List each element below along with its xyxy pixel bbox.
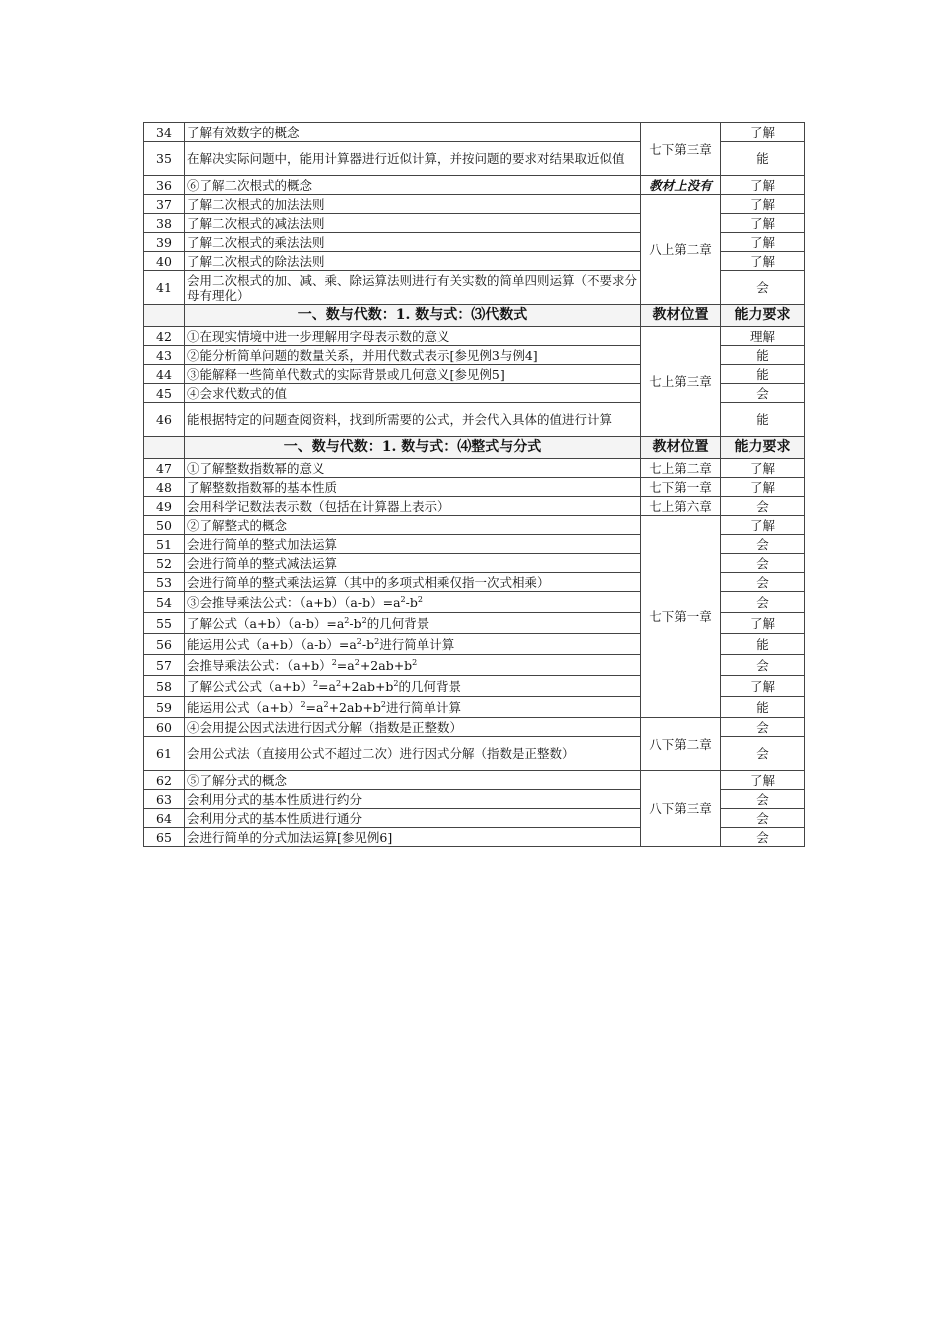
requirement-text: 了解二次根式的减法法则: [185, 214, 641, 233]
ability-level: 会: [721, 790, 805, 809]
ability-level: 了解: [721, 459, 805, 478]
requirement-text: 会进行简单的整式加法运算: [185, 535, 641, 554]
textbook-chapter: 八下第二章: [641, 718, 721, 771]
section-title: 一、数与代数：1. 数与式：⑷整式与分式: [185, 437, 641, 459]
ability-level: 能: [721, 346, 805, 365]
requirement-text: 会推导乘法公式：$(a+b)^2=a^2+2ab+b^2$: [185, 655, 641, 676]
requirement-text: 了解二次根式的加法法则: [185, 195, 641, 214]
requirement-text: 会进行简单的整式减法运算: [185, 554, 641, 573]
row-number: 58: [144, 676, 185, 697]
ability-level: 会: [721, 497, 805, 516]
requirement-text: ④会求代数式的值: [185, 384, 641, 403]
row-number: 54: [144, 592, 185, 613]
ability-level: 理解: [721, 327, 805, 346]
textbook-chapter: 七上第二章: [641, 459, 721, 478]
requirement-text: 了解二次根式的乘法法则: [185, 233, 641, 252]
ability-level: 了解: [721, 676, 805, 697]
requirement-text: 能运用公式$(a+b)^2=a^2+2ab+b^2$进行简单计算: [185, 697, 641, 718]
requirement-text: ①了解整数指数幂的意义: [185, 459, 641, 478]
requirement-text: 了解整数指数幂的基本性质: [185, 478, 641, 497]
row-number: 60: [144, 718, 185, 737]
ability-level: 了解: [721, 613, 805, 634]
requirement-text: ⑤了解分式的概念: [185, 771, 641, 790]
ability-level: 会: [721, 655, 805, 676]
ability-level: 能: [721, 365, 805, 384]
textbook-chapter: 七上第三章: [641, 327, 721, 437]
ability-level: 了解: [721, 516, 805, 535]
row-number: 38: [144, 214, 185, 233]
row-number: 61: [144, 737, 185, 771]
column-header-textbook-position: 教材位置: [641, 437, 721, 459]
ability-level: 能: [721, 403, 805, 437]
table-row: [144, 497, 805, 516]
requirement-text: ②了解整式的概念: [185, 516, 641, 535]
textbook-chapter: 七上第六章: [641, 497, 721, 516]
row-number: 47: [144, 459, 185, 478]
requirement-text: 能根据特定的问题查阅资料，找到所需要的公式，并会代入具体的值进行计算: [185, 403, 641, 437]
row-number: 56: [144, 634, 185, 655]
row-number: 34: [144, 123, 185, 142]
row-number: 51: [144, 535, 185, 554]
requirement-text: 能运用公式$(a+b)(a-b)=a^2-b^2$进行简单计算: [185, 634, 641, 655]
row-number: 48: [144, 478, 185, 497]
ability-level: 能: [721, 634, 805, 655]
row-number: 59: [144, 697, 185, 718]
ability-level: 会: [721, 718, 805, 737]
ability-level: 会: [721, 809, 805, 828]
ability-level: 会: [721, 535, 805, 554]
requirement-text: 会利用分式的基本性质进行约分: [185, 790, 641, 809]
requirement-text: ③会推导乘法公式：$(a+b)(a-b)=a^2-b^2$: [185, 592, 641, 613]
row-number: 50: [144, 516, 185, 535]
row-number: 57: [144, 655, 185, 676]
ability-level: 了解: [721, 478, 805, 497]
textbook-chapter: 八上第二章: [641, 195, 721, 305]
requirement-text: ④会用提公因式法进行因式分解（指数是正整数）: [185, 718, 641, 737]
section-header-row: [144, 305, 805, 327]
requirement-text: ⑥了解二次根式的概念: [185, 176, 641, 195]
table-row: [144, 123, 805, 142]
ability-level: 会: [721, 573, 805, 592]
row-number: 41: [144, 271, 185, 305]
row-number: 53: [144, 573, 185, 592]
textbook-chapter: 七下第三章: [641, 123, 721, 176]
textbook-chapter: 七下第一章: [641, 516, 721, 718]
row-number: 40: [144, 252, 185, 271]
table-row: [144, 718, 805, 737]
row-number: 55: [144, 613, 185, 634]
requirement-text: 了解二次根式的除法法则: [185, 252, 641, 271]
ability-level: 了解: [721, 771, 805, 790]
ability-level: 会: [721, 554, 805, 573]
ability-level: 会: [721, 592, 805, 613]
table-row: [144, 771, 805, 790]
row-number: 46: [144, 403, 185, 437]
requirement-text: 会用科学记数法表示数（包括在计算器上表示）: [185, 497, 641, 516]
ability-level: 会: [721, 828, 805, 847]
requirement-text: 了解有效数字的概念: [185, 123, 641, 142]
column-header-ability-requirement: 能力要求: [721, 437, 805, 459]
requirements-grid: [143, 122, 805, 847]
row-number: 49: [144, 497, 185, 516]
ability-level: 了解: [721, 214, 805, 233]
requirement-text: 了解公式$(a+b)(a-b)=a^2-b^2$的几何背景: [185, 613, 641, 634]
row-number: 36: [144, 176, 185, 195]
ability-level: 会: [721, 384, 805, 403]
section-num-cell: [144, 305, 185, 327]
textbook-chapter: 教材上没有: [641, 176, 721, 195]
requirement-text: 会用公式法（直接用公式不超过二次）进行因式分解（指数是正整数）: [185, 737, 641, 771]
ability-level: 了解: [721, 233, 805, 252]
ability-level: 了解: [721, 123, 805, 142]
table-row: [144, 516, 805, 535]
requirement-text: ③能解释一些简单代数式的实际背景或几何意义[参见例5]: [185, 365, 641, 384]
ability-level: 能: [721, 697, 805, 718]
section-num-cell: [144, 437, 185, 459]
requirement-text: 了解公式公式$(a+b)^2=a^2+2ab+b^2$的几何背景: [185, 676, 641, 697]
requirement-text: 会进行简单的整式乘法运算（其中的多项式相乘仅指一次式相乘）: [185, 573, 641, 592]
table-row: [144, 176, 805, 195]
row-number: 43: [144, 346, 185, 365]
requirement-text: 会用二次根式的加、减、乘、除运算法则进行有关实数的简单四则运算（不要求分母有理化）: [185, 271, 641, 305]
column-header-ability-requirement: 能力要求: [721, 305, 805, 327]
curriculum-table: [143, 122, 804, 847]
table-row: [144, 459, 805, 478]
ability-level: 会: [721, 737, 805, 771]
table-row: [144, 195, 805, 214]
textbook-chapter: 八下第三章: [641, 771, 721, 847]
requirement-text: ②能分析简单问题的数量关系，并用代数式表示[参见例3与例4]: [185, 346, 641, 365]
table-row: [144, 327, 805, 346]
row-number: 39: [144, 233, 185, 252]
section-header-row: [144, 437, 805, 459]
row-number: 65: [144, 828, 185, 847]
requirement-text: 在解决实际问题中，能用计算器进行近似计算，并按问题的要求对结果取近似值: [185, 142, 641, 176]
row-number: 37: [144, 195, 185, 214]
row-number: 35: [144, 142, 185, 176]
requirement-text: 会进行简单的分式加法运算[参见例6]: [185, 828, 641, 847]
table-body: [144, 123, 805, 847]
row-number: 62: [144, 771, 185, 790]
row-number: 64: [144, 809, 185, 828]
row-number: 42: [144, 327, 185, 346]
textbook-chapter: 七下第一章: [641, 478, 721, 497]
ability-level: 能: [721, 142, 805, 176]
table-row: [144, 478, 805, 497]
section-title: 一、数与代数：1. 数与式：⑶代数式: [185, 305, 641, 327]
row-number: 52: [144, 554, 185, 573]
row-number: 44: [144, 365, 185, 384]
requirement-text: ①在现实情境中进一步理解用字母表示数的意义: [185, 327, 641, 346]
row-number: 63: [144, 790, 185, 809]
row-number: 45: [144, 384, 185, 403]
requirement-text: 会利用分式的基本性质进行通分: [185, 809, 641, 828]
ability-level: 了解: [721, 176, 805, 195]
column-header-textbook-position: 教材位置: [641, 305, 721, 327]
ability-level: 了解: [721, 252, 805, 271]
ability-level: 了解: [721, 195, 805, 214]
ability-level: 会: [721, 271, 805, 305]
